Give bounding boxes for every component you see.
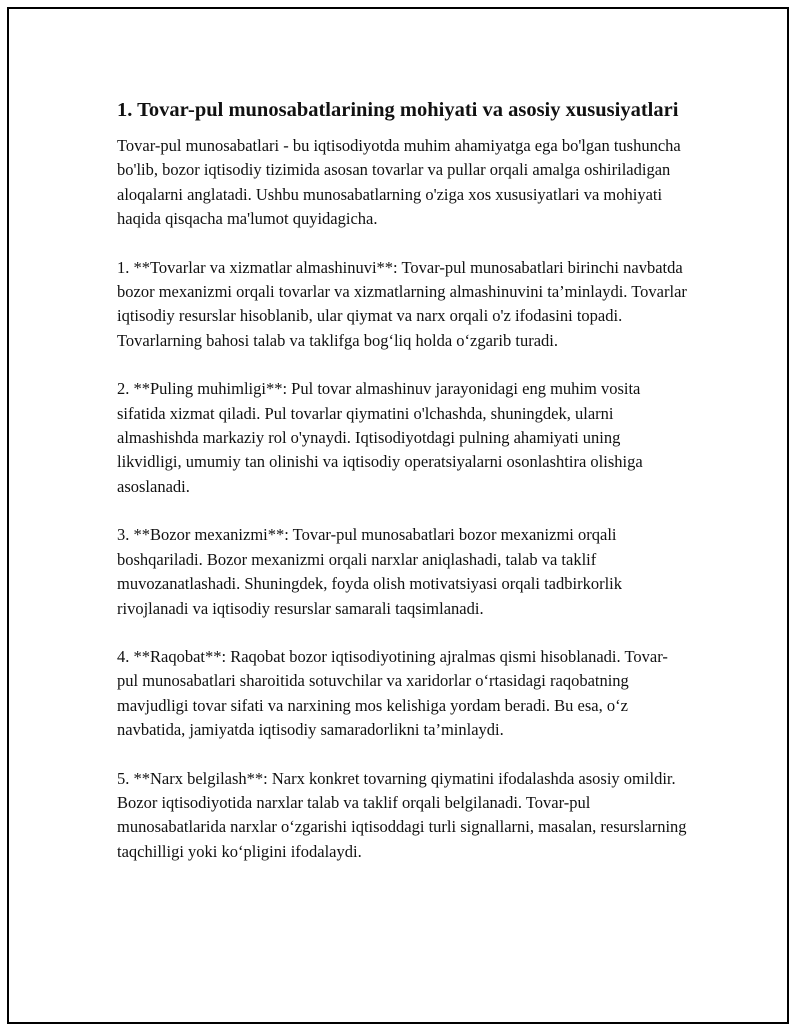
paragraph-competition: 4. **Raqobat**: Raqobat bozor iqtisodiyotining ajralmas qismi hisoblanadi. Tovar-pul munosabatlari sharoitida sotuvchilar va xaridorlar o‘rtasidagi raqobatning mavjudligi tovar sifati va narxining mos kelishiga yordam beradi. Bu esa, o‘z navbatida, jamiyatda iqtisodiy samaradorlikni ta’minlaydi.	[117, 646, 668, 740]
paragraph-market-mechanism: 3. **Bozor mexanizmi**: Tovar-pul munosabatlari bozor mexanizmi orqali boshqariladi. Bozor mexanizmi orqali narxlar aniqlashadi, talab va taklif muvozanatlashadi. Shuningdek, foyda olish motivatsiyasi orqali tadbirkorlik rivojlanadi va iqtisodiy resurslar samarali taqsimlanadi.	[117, 525, 622, 618]
intro-paragraph: Tovar-pul munosabatlari - bu iqtisodiyotda muhim ahamiyatga ega bo'lgan tushuncha bo'lib, bozor iqtisodiy tizimida asosan tovarlar va pullar orqali amalga oshiriladigan aloqalarni anglatadi. Ushbu munosabatlarning o'ziga xos xususiyatlari va mohiyati haqida qisqacha ma'lumot quyidagicha.	[117, 136, 681, 229]
document-body	[117, 96, 687, 888]
paragraph-goods-exchange: 1. **Tovarlar va xizmatlar almashinuvi**: Tovar-pul munosabatlari birinchi navbatda bozor mexanizmi orqali tovarlar va xizmatlarning almashinuvini ta’minlaydi. Tovarlar iqtisodiy resurslar hisoblanib, ular qiymat va narx orqali o'z ifodasini topadi. Tovarlarning bahosi talab va taklifga bog‘liq holda o‘zgarib turadi.	[117, 257, 687, 350]
document-title: 1. Tovar-pul munosabatlarining mohiyati va asosiy xususiyatlari	[117, 99, 679, 121]
paragraph-money-importance: 2. **Puling muhimligi**: Pul tovar almashinuv jarayonidagi eng muhim vosita sifatida xizmat qiladi. Pul tovarlar qiymatini o'lchashda, shuningdek, ularni almashishda markaziy rol o'ynaydi. Iqtisodiyotdagi pulning ahamiyati uning likvidligi, umumiy tan olinishi va iqtisodiy operatsiyalarni osonlashtira olishiga asoslanadi.	[117, 379, 643, 496]
paragraph-pricing: 5. **Narx belgilash**: Narx konkret tovarning qiymatini ifodalashda asosiy omildir. Bozor iqtisodiyotida narxlar talab va taklif orqali belgilanadi. Tovar-pul munosabatlarida narxlar o‘zgarishi iqtisoddagi turli signallarni, masalan, resurslarning taqchilligi yoki ko‘pligini ifodalaydi.	[117, 768, 687, 861]
